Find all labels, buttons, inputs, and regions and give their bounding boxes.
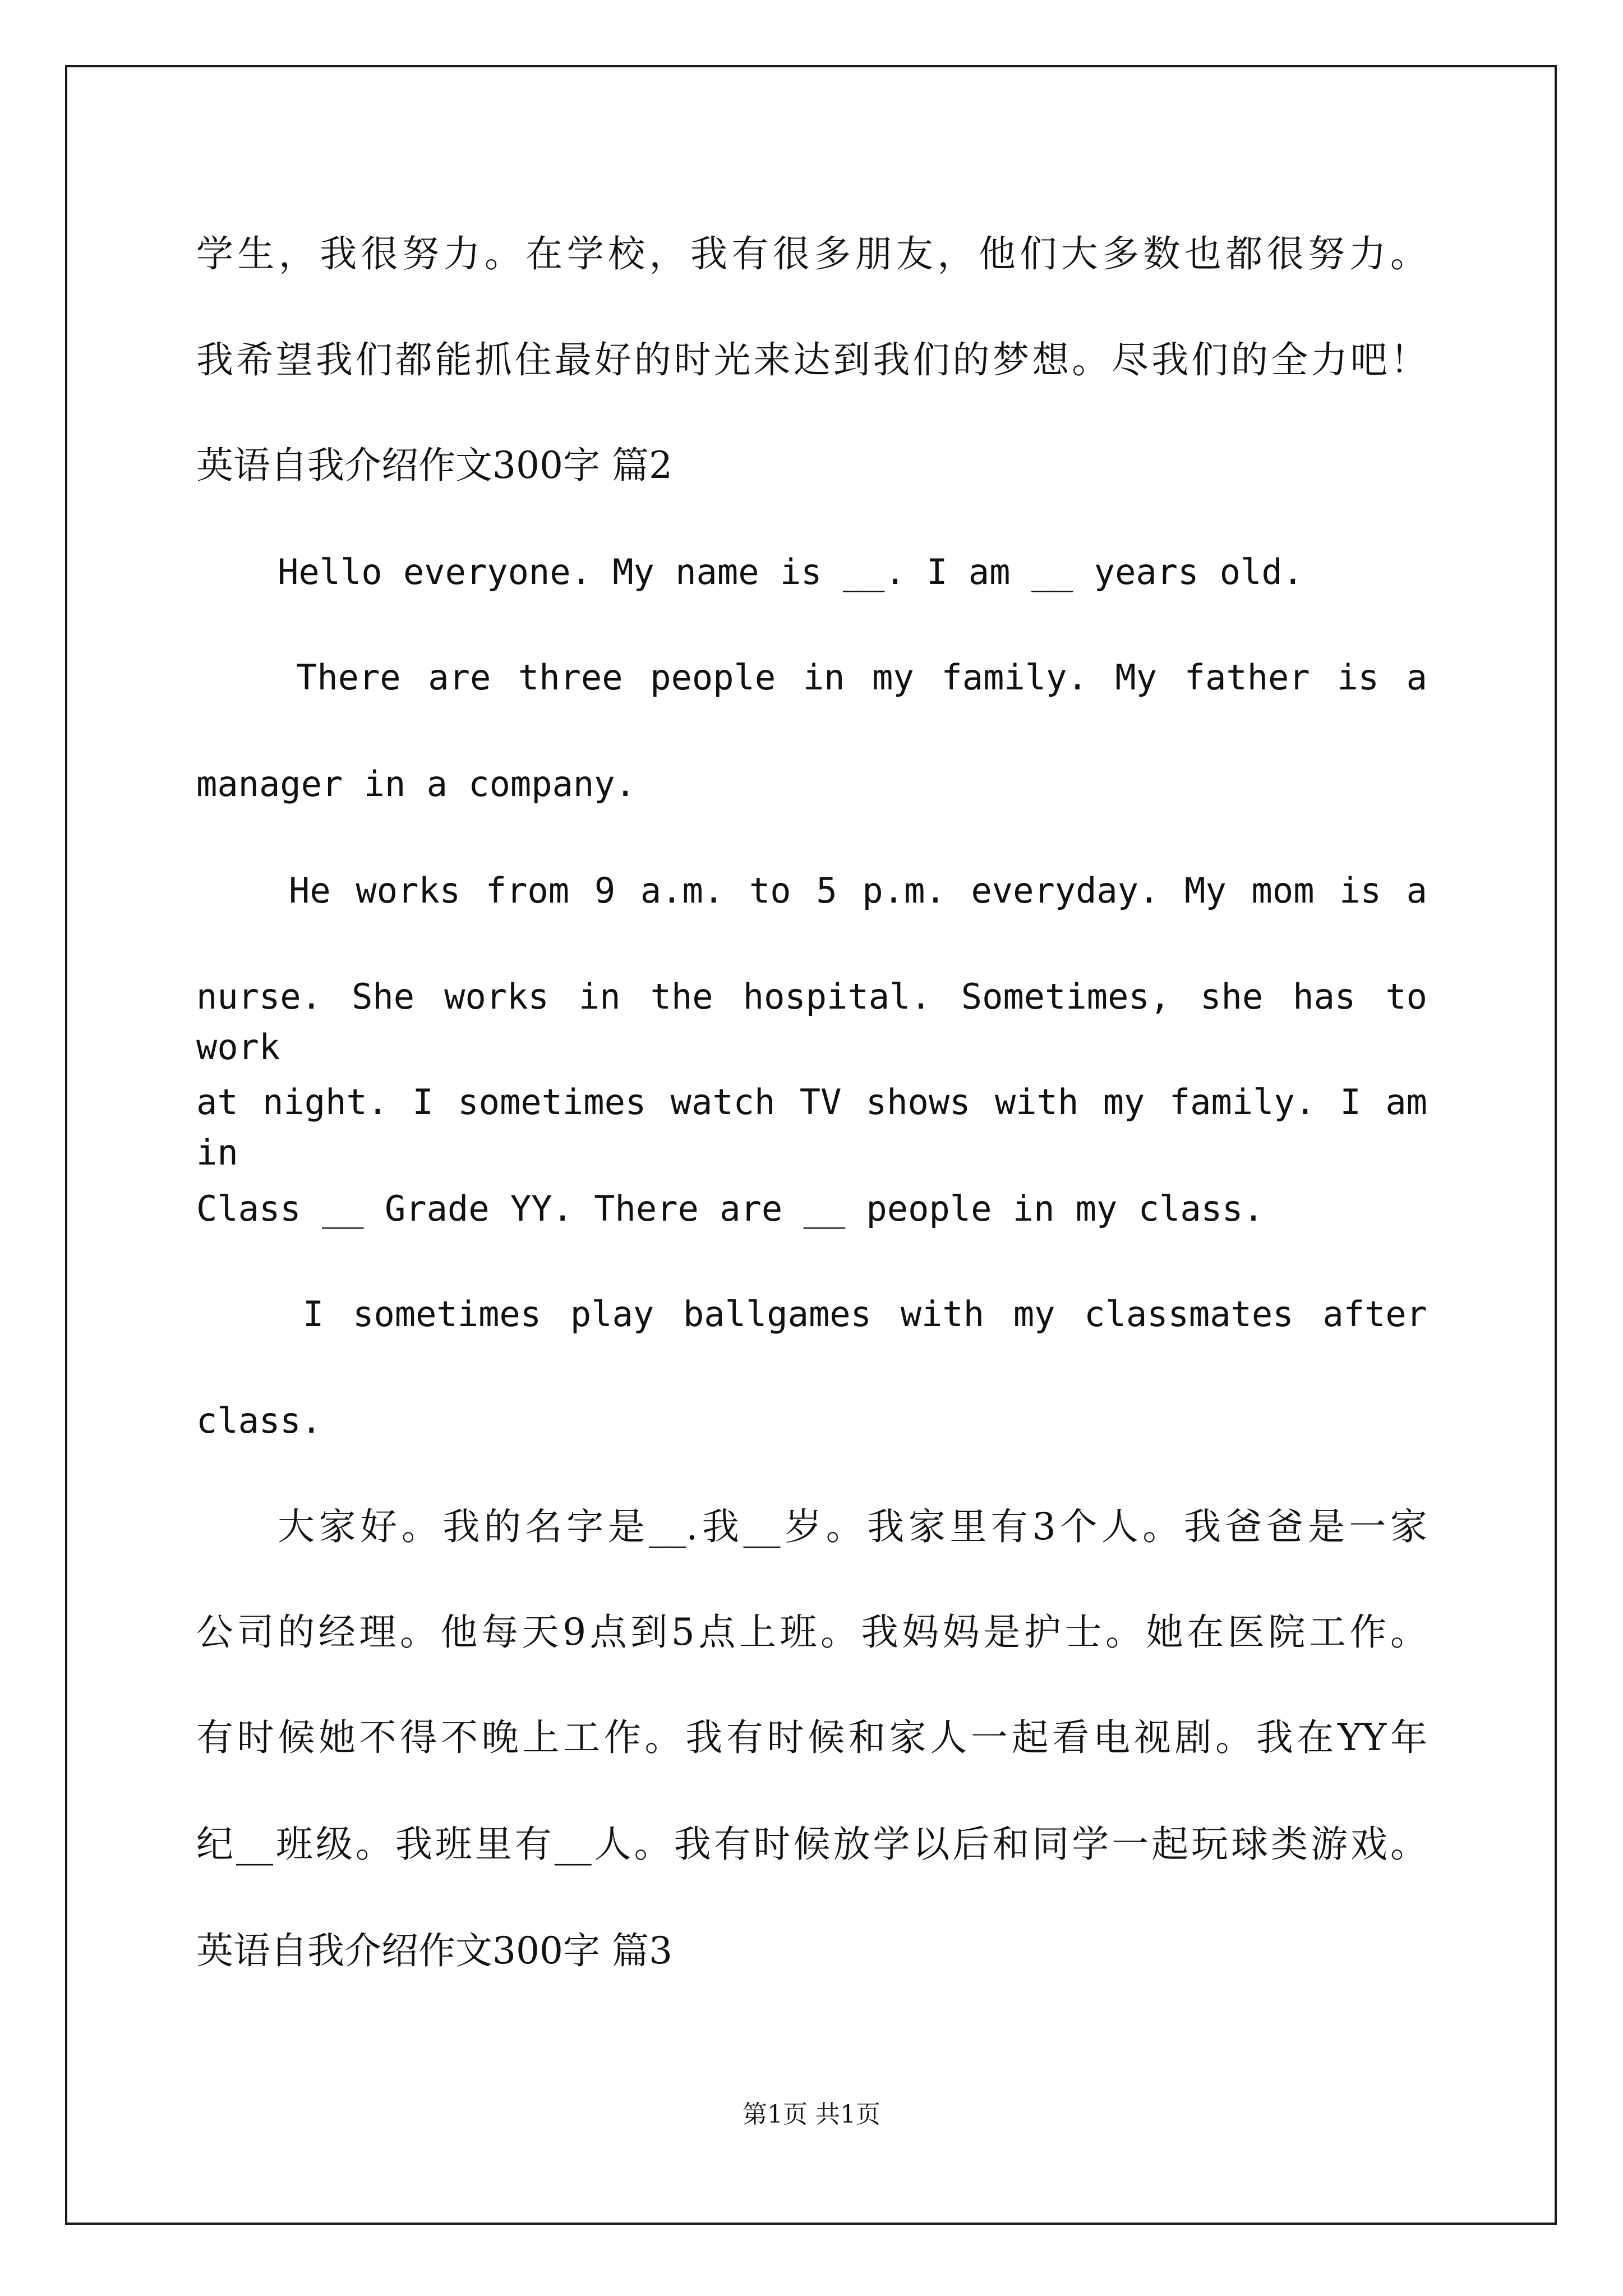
paragraph-line: Class __ Grade YY. There are __ people in my class. [196, 1188, 1264, 1229]
page-footer: 第1页 共1页 [743, 2100, 880, 2129]
paragraph-line: 我希望我们都能抓住最好的时光来达到我们的梦想。尽我们的全力吧！ [196, 338, 1427, 381]
paragraph-line: He works from 9 a.m. to 5 p.m. everyday. My mom is a [289, 870, 1427, 911]
paragraph-line: 有时候她不得不晚上工作。我有时候和家人一起看电视剧。我在YY年 [196, 1716, 1427, 1759]
paragraph-line: 大家好。我的名字是__.我__岁。我家里有3个人。我爸爸是一家 [278, 1505, 1427, 1548]
paragraph-line: 学生，我很努力。在学校，我有很多朋友，他们大多数也都很努力。 [196, 232, 1427, 275]
paragraph-line: class. [196, 1400, 322, 1441]
paragraph-line: I sometimes play ballgames with my classmates after [303, 1294, 1427, 1335]
paragraph-line: There are three people in my family. My father is a [296, 657, 1427, 698]
paragraph-line: 纪__班级。我班里有__人。我有时候放学以后和同学一起玩球类游戏。 [196, 1823, 1427, 1866]
paragraph-line: manager in a company. [196, 763, 636, 804]
paragraph-line: 公司的经理。他每天9点到5点上班。我妈妈是护士。她在医院工作。 [196, 1611, 1427, 1654]
paragraph-line: at night. I sometimes watch TV shows with my family. I am in [196, 1082, 1427, 1173]
section-heading: 英语自我介绍作文300字 篇3 [196, 1929, 672, 1972]
paragraph-line: nurse. She works in the hospital. Sometimes, she has to work [196, 976, 1427, 1068]
paragraph-line: Hello everyone. My name is __. I am __ years old. [278, 551, 1304, 592]
section-heading: 英语自我介绍作文300字 篇2 [196, 444, 672, 487]
